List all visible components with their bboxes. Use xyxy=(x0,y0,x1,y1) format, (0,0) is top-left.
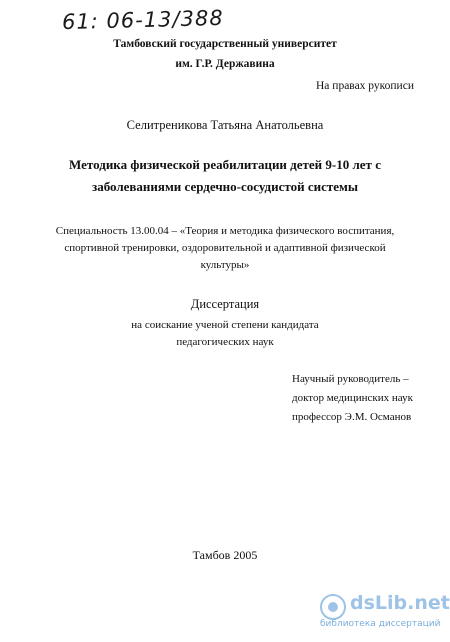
thesis-title-line-1: Методика физической реабилитации детей 9-10 лет с xyxy=(69,157,381,172)
archive-stamp: 61: 06-13/388 xyxy=(61,5,224,35)
advisor-name: профессор Э.М. Османов xyxy=(292,411,412,423)
manuscript-rights-note: На правах рукописи xyxy=(316,80,414,92)
place-and-year: Тамбов 2005 xyxy=(192,548,258,562)
specialty-line-3: культуры» xyxy=(200,259,250,271)
watermark-brand: dsLib.net xyxy=(350,592,450,614)
specialty-line-1: Специальность 13.00.04 – «Теория и методика физического воспитания, xyxy=(55,225,395,237)
dissertation-label: Диссертация xyxy=(190,297,260,311)
degree-line-2: педагогических наук xyxy=(176,336,274,348)
advisor-role: Научный руководитель – xyxy=(292,373,409,385)
watermark xyxy=(320,592,450,632)
specialty-line-2: спортивной тренировки, оздоровительной и адаптивной физической xyxy=(64,242,386,254)
university-named-after: им. Г.Р. Державина xyxy=(175,58,275,70)
watermark-subtitle: библиотека диссертаций xyxy=(320,619,441,629)
advisor-degree: доктор медицинских наук xyxy=(292,392,413,404)
watermark-logo-icon xyxy=(320,594,346,620)
degree-line-1: на соискание ученой степени кандидата xyxy=(131,319,319,331)
thesis-title-line-2: заболеваниями сердечно-сосудистой системы xyxy=(91,179,359,194)
specialty-block xyxy=(0,223,450,274)
university-name: Тамбовский государственный университет xyxy=(113,38,337,50)
author-name: Селитреникова Татьяна Анатольевна xyxy=(126,118,324,132)
